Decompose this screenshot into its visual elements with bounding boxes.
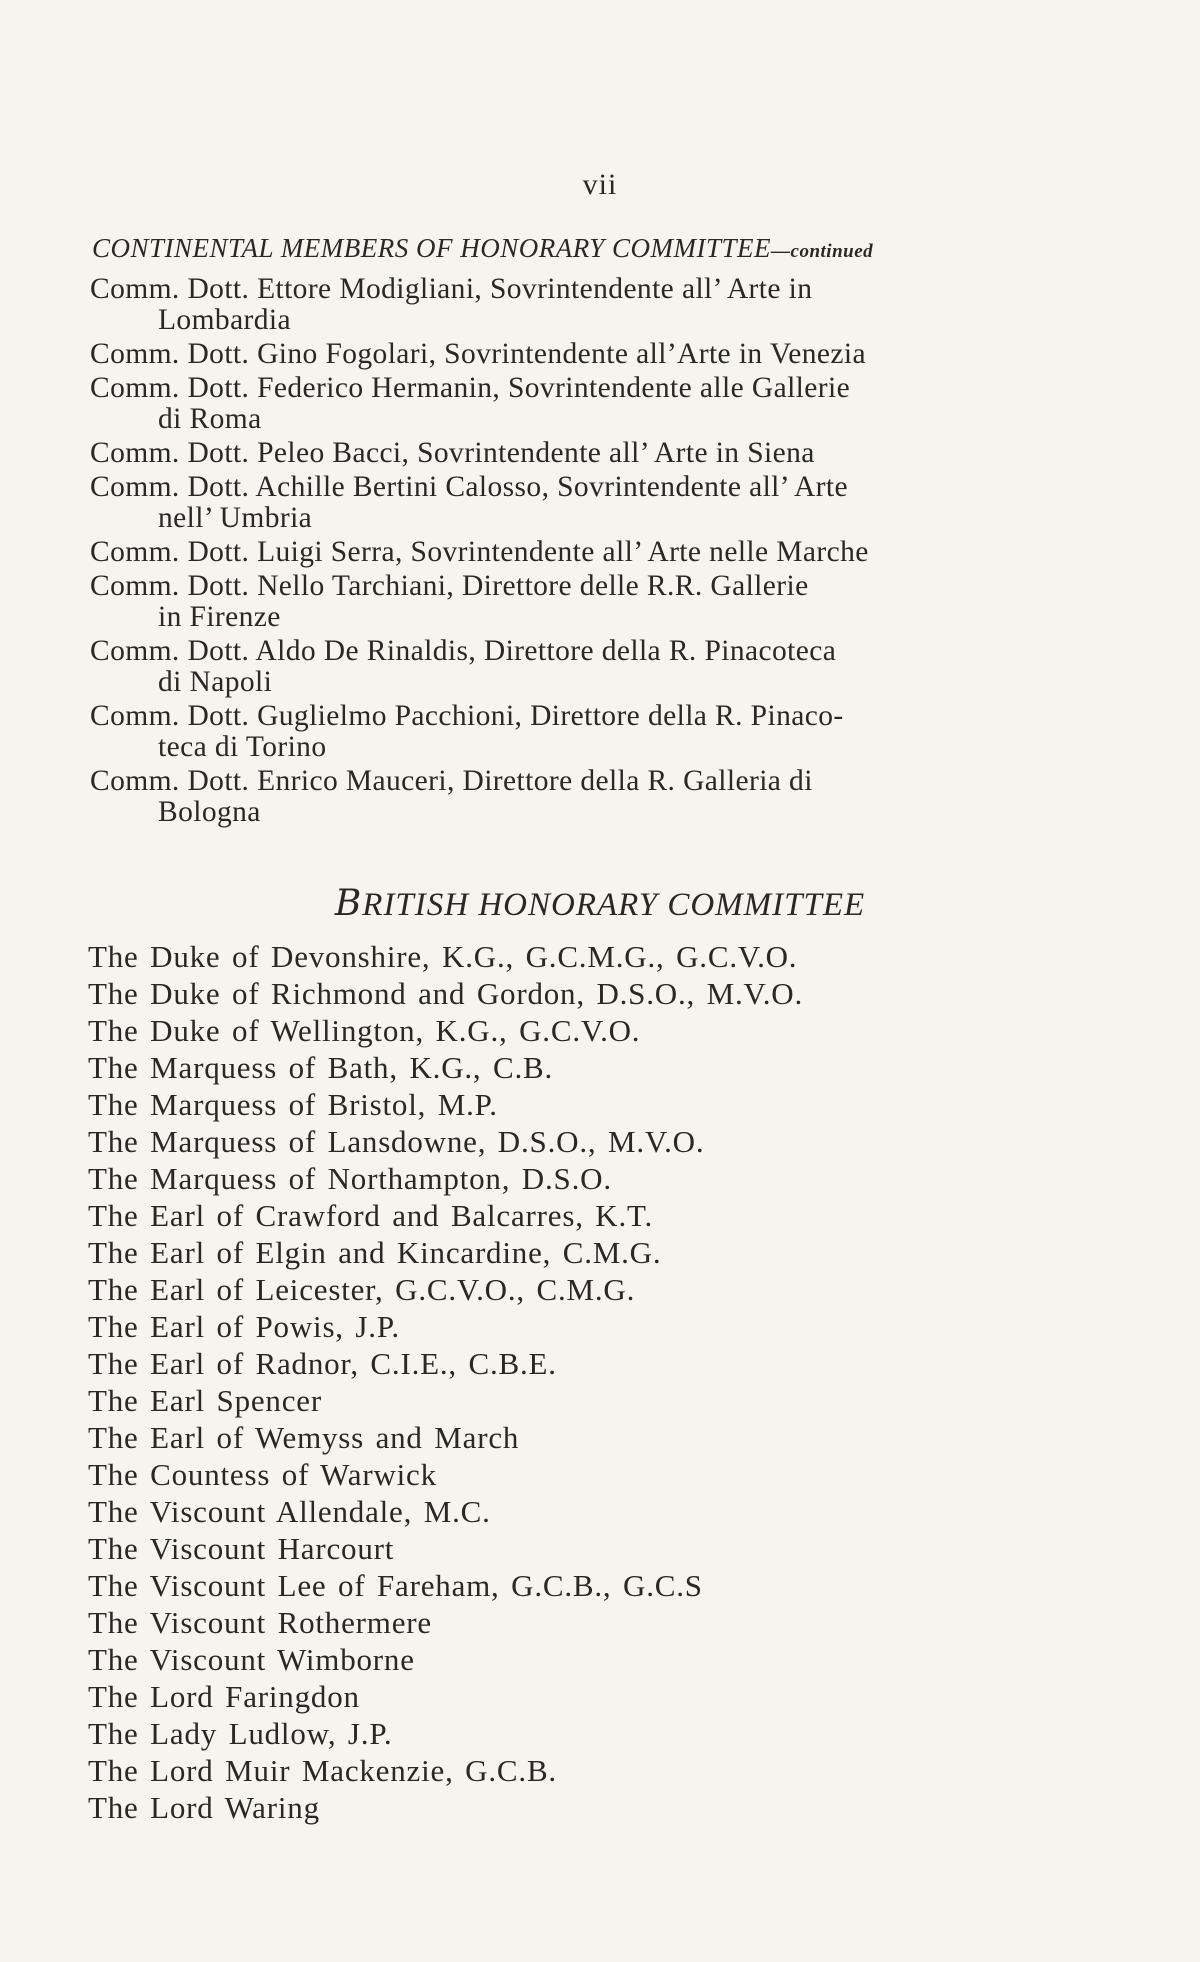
british-member: The Viscount Wimborne — [88, 1642, 415, 1677]
british-member: The Duke of Devonshire, K.G., G.C.M.G., G.C.V.O. — [88, 939, 798, 974]
page-number: vii — [582, 168, 618, 201]
british-member: The Lord Faringdon — [88, 1679, 360, 1714]
continental-member-continuation: di Napoli — [158, 666, 273, 698]
continental-member — [90, 571, 1040, 633]
continental-member-line: Comm. Dott. Enrico Mauceri, Direttore della R. Galleria di — [90, 765, 813, 797]
continental-member-line: Comm. Dott. Gino Fogolari, Sovrintendente all’Arte in Venezia — [90, 338, 866, 370]
british-heading — [0, 883, 1200, 924]
british-member: The Lady Ludlow, J.P. — [88, 1716, 393, 1751]
british-member: The Lord Waring — [88, 1790, 320, 1825]
british-member: The Earl of Powis, J.P. — [88, 1309, 400, 1344]
british-heading-initial: B — [334, 883, 363, 924]
continental-member-line: Comm. Dott. Nello Tarchiani, Direttore delle R.R. Gallerie — [90, 570, 809, 602]
continental-member — [90, 636, 1040, 698]
british-member: The Viscount Rothermere — [88, 1605, 432, 1640]
continental-heading-suffix: —continued — [771, 241, 874, 262]
british-member: The Marquess of Northampton, D.S.O. — [88, 1161, 612, 1196]
continental-member-line: Comm. Dott. Federico Hermanin, Sovrintendente alle Gallerie — [90, 372, 851, 404]
continental-member — [90, 373, 1040, 435]
british-member: The Earl of Crawford and Balcarres, K.T. — [88, 1198, 654, 1233]
continental-member — [90, 339, 1040, 370]
continental-member-continuation: Bologna — [158, 796, 261, 828]
british-heading-text: RITISH HONORARY COMMITTEE — [362, 887, 866, 923]
british-member: The Viscount Harcourt — [88, 1531, 395, 1566]
british-member: The Earl of Leicester, G.C.V.O., C.M.G. — [88, 1272, 636, 1307]
continental-heading — [92, 233, 873, 264]
british-member: The Viscount Lee of Fareham, G.C.B., G.C.S — [88, 1568, 703, 1603]
british-member: The Earl of Radnor, C.I.E., C.B.E. — [88, 1346, 557, 1381]
continental-member-line: Comm. Dott. Guglielmo Pacchioni, Direttore della R. Pinaco- — [90, 700, 844, 732]
british-member: The Earl of Elgin and Kincardine, C.M.G. — [88, 1235, 662, 1270]
british-member: The Earl of Wemyss and March — [88, 1420, 520, 1455]
british-member: The Countess of Warwick — [88, 1457, 437, 1492]
british-member: The Earl Spencer — [88, 1383, 322, 1418]
continental-heading-text: CONTINENTAL MEMBERS OF HONORARY COMMITTEE — [92, 233, 772, 263]
continental-member-continuation: Lombardia — [158, 304, 292, 336]
continental-member-continuation: teca di Torino — [158, 731, 327, 763]
continental-member-continuation: in Firenze — [158, 601, 281, 633]
continental-member-continuation: nell’ Umbria — [158, 502, 313, 534]
continental-member-line: Comm. Dott. Ettore Modigliani, Sovrintendente all’ Arte in — [90, 273, 813, 305]
british-member: The Marquess of Lansdowne, D.S.O., M.V.O. — [88, 1124, 705, 1159]
british-member: The Marquess of Bristol, M.P. — [88, 1087, 498, 1122]
continental-member — [90, 537, 1040, 568]
continental-member — [90, 766, 1040, 828]
continental-member-line: Comm. Dott. Luigi Serra, Sovrintendente all’ Arte nelle Marche — [90, 536, 869, 568]
continental-member — [90, 701, 1040, 763]
continental-member-line: Comm. Dott. Peleo Bacci, Sovrintendente all’ Arte in Siena — [90, 437, 815, 469]
continental-member-continuation: di Roma — [158, 403, 262, 435]
british-member: The Lord Muir Mackenzie, G.C.B. — [88, 1753, 557, 1788]
continental-member — [90, 438, 1040, 469]
continental-member — [90, 274, 1040, 336]
continental-member-line: Comm. Dott. Achille Bertini Calosso, Sovrintendente all’ Arte — [90, 471, 848, 503]
continental-members-list — [90, 274, 1040, 828]
continental-member-line: Comm. Dott. Aldo De Rinaldis, Direttore della R. Pinacoteca — [90, 635, 837, 667]
british-member: The Duke of Richmond and Gordon, D.S.O., M.V.O. — [88, 976, 804, 1011]
british-member: The Marquess of Bath, K.G., C.B. — [88, 1050, 554, 1085]
continental-member — [90, 472, 1040, 534]
british-members-list — [88, 938, 803, 1826]
british-member: The Viscount Allendale, M.C. — [88, 1494, 491, 1529]
british-member: The Duke of Wellington, K.G., G.C.V.O. — [88, 1013, 641, 1048]
